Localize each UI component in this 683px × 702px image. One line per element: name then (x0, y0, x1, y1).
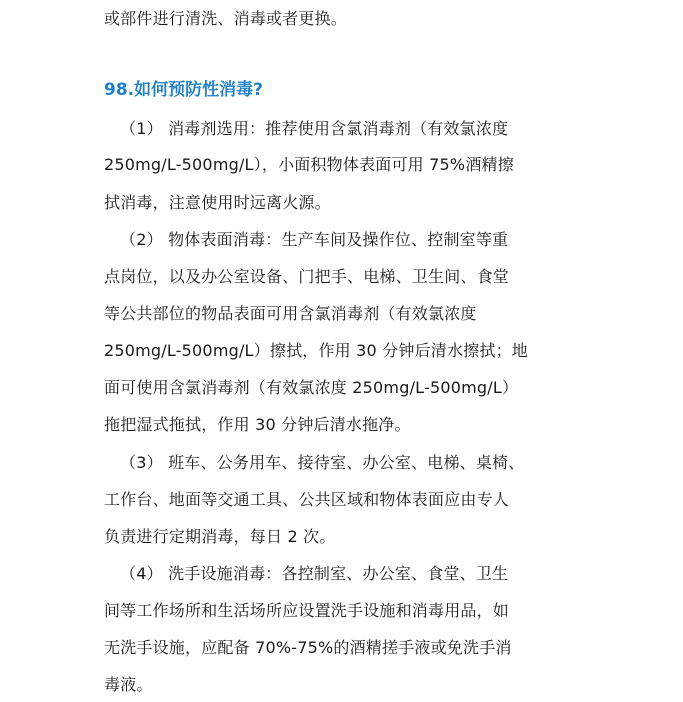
body-line: （2） 物体表面消毒：生产车间及操作位、控制室等重 (120, 230, 509, 249)
body-line: 等公共部位的物品表面可用含氯消毒剂（有效氯浓度 (104, 304, 477, 323)
body-line: （4） 洗手设施消毒：各控制室、办公室、食堂、卫生 (120, 564, 509, 583)
body-line: 毒液。 (104, 675, 153, 694)
body-line: 拭消毒，注意使用时远离火源。 (104, 193, 331, 212)
body-line: 250mg/L-500mg/L），小面积物体表面可用 75%酒精擦 (104, 155, 514, 174)
section-heading: 98.如何预防性消毒? (104, 80, 263, 100)
body-line: 250mg/L-500mg/L）擦拭，作用 30 分钟后清水擦拭；地 (104, 341, 528, 360)
body-line: 负责进行定期消毒，每日 2 次。 (104, 527, 336, 546)
body-line: 拖把湿式拖拭，作用 30 分钟后清水拖净。 (104, 415, 411, 434)
body-line: （1） 消毒剂选用：推荐使用含氯消毒剂（有效氯浓度 (120, 119, 509, 138)
body-line: 面可使用含氯消毒剂（有效氯浓度 250mg/L-500mg/L） (104, 378, 519, 397)
body-line: 无洗手设施，应配备 70%-75%的酒精搓手液或免洗手消 (104, 638, 512, 657)
body-line: 工作台、地面等交通工具、公共区域和物体表面应由专人 (104, 490, 510, 509)
body-line: 点岗位，以及办公室设备、门把手、电梯、卫生间、食堂 (104, 267, 510, 286)
body-line: 或部件进行清洗、消毒或者更换。 (104, 9, 348, 28)
body-line: （3） 班车、公务用车、接待室、办公室、电梯、桌椅、 (120, 453, 525, 472)
body-line: 间等工作场所和生活场所应设置洗手设施和消毒用品，如 (104, 601, 510, 620)
